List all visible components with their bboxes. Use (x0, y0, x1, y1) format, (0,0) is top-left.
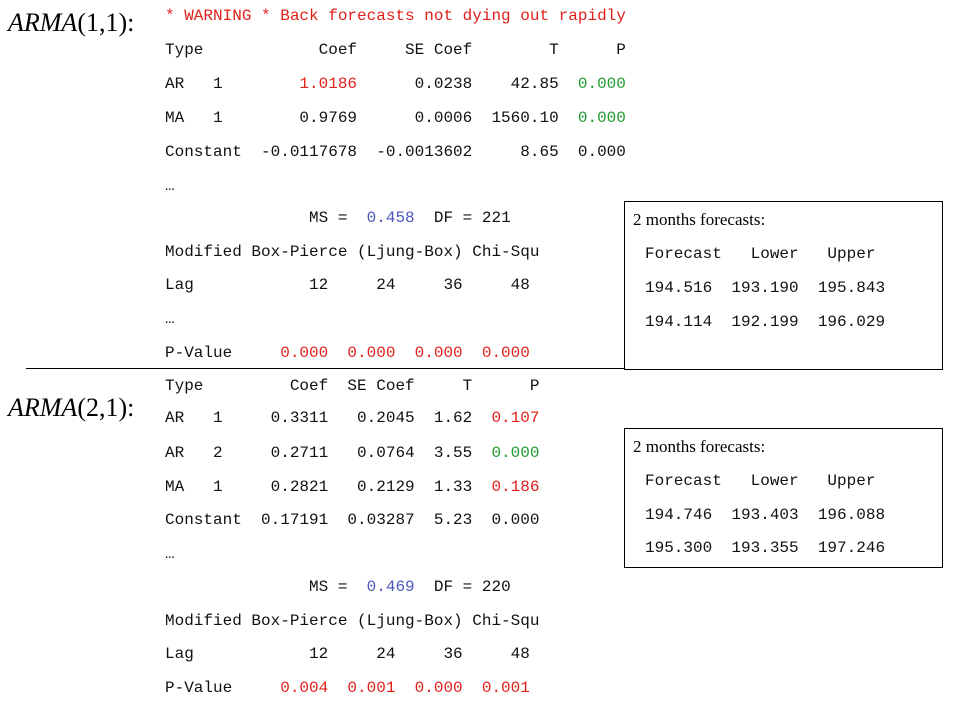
forecast1-row-1: 194.516 193.190 195.843 (645, 279, 886, 297)
model2-lag: Lag 12 24 36 48 (165, 645, 530, 663)
model2-pvalues: 0.004 0.001 0.000 0.001 (280, 679, 530, 697)
model2-ellipsis: … (165, 545, 175, 563)
model1-row-ar1: AR 1 1.0186 0.0238 42.85 0.000 (165, 75, 626, 93)
model2-constant-p: 0.000 (491, 511, 540, 529)
model1-warning: * WARNING * Back forecasts not dying out rapidly (165, 7, 626, 25)
model1-ms-value: 0.458 (366, 209, 415, 227)
model2-row-ar1: AR 1 0.3311 0.2045 1.62 0.107 (165, 409, 540, 427)
model1-ellipsis: … (165, 177, 175, 195)
model2-pvalue-line: P-Value 0.004 0.001 0.000 0.001 (165, 679, 530, 697)
model1-pvalues: 0.000 0.000 0.000 0.000 (280, 344, 530, 362)
model1-row-ma1: MA 1 0.9769 0.0006 1560.10 0.000 (165, 109, 626, 127)
forecast-box-2 (624, 428, 943, 568)
model2-title-name: ARMA (8, 393, 78, 422)
model2-row-ar2: AR 2 0.2711 0.0764 3.55 0.000 (165, 444, 540, 462)
model1-title (8, 8, 134, 38)
model1-ma1-p: 0.000 (577, 109, 626, 127)
forecast2-title: 2 months forecasts: (633, 437, 766, 456)
model2-row-constant: Constant 0.17191 0.03287 5.23 0.000 (165, 511, 540, 529)
model2-title-args: (2,1): (77, 393, 135, 422)
model2-ms-value: 0.469 (366, 578, 415, 596)
model2-ms-line: MS = 0.469 DF = 220 (165, 578, 511, 596)
model1-ms-line: MS = 0.458 DF = 221 (165, 209, 511, 227)
model2-ma1-p: 0.186 (491, 478, 540, 496)
model1-ar1-p: 0.000 (577, 75, 626, 93)
model1-title-name: ARMA (8, 8, 78, 37)
forecast1-header: Forecast Lower Upper (645, 245, 876, 263)
model1-lag: Lag 12 24 36 48 (165, 276, 530, 294)
model2-ar2-p: 0.000 (491, 444, 540, 462)
model1-pvalue-line: P-Value 0.000 0.000 0.000 0.000 (165, 344, 530, 362)
model1-ellipsis2: … (165, 310, 175, 328)
model1-header: Type Coef SE Coef T P (165, 41, 626, 59)
model1-boxpierce: Modified Box-Pierce (Ljung-Box) Chi-Squ (165, 243, 540, 261)
forecast1-row-2: 194.114 192.199 196.029 (645, 313, 886, 331)
forecast2-row-1: 194.746 193.403 196.088 (645, 506, 886, 524)
forecast2-row-2: 195.300 193.355 197.246 (645, 539, 886, 557)
model1-ar1-coef: 1.0186 (299, 75, 358, 93)
model2-row-ma1: MA 1 0.2821 0.2129 1.33 0.186 (165, 478, 540, 496)
forecast-box-1 (624, 201, 943, 370)
forecast2-header: Forecast Lower Upper (645, 472, 876, 490)
forecast1-title: 2 months forecasts: (633, 210, 766, 229)
model2-boxpierce: Modified Box-Pierce (Ljung-Box) Chi-Squ (165, 612, 540, 630)
model2-header: Type Coef SE Coef T P (165, 377, 540, 395)
model2-ar1-p: 0.107 (491, 409, 540, 427)
model2-title (8, 393, 134, 423)
model1-title-args: (1,1): (77, 8, 135, 37)
model1-constant-p: 0.000 (577, 143, 626, 161)
model1-row-constant: Constant -0.0117678 -0.0013602 8.65 0.000 (165, 143, 626, 161)
